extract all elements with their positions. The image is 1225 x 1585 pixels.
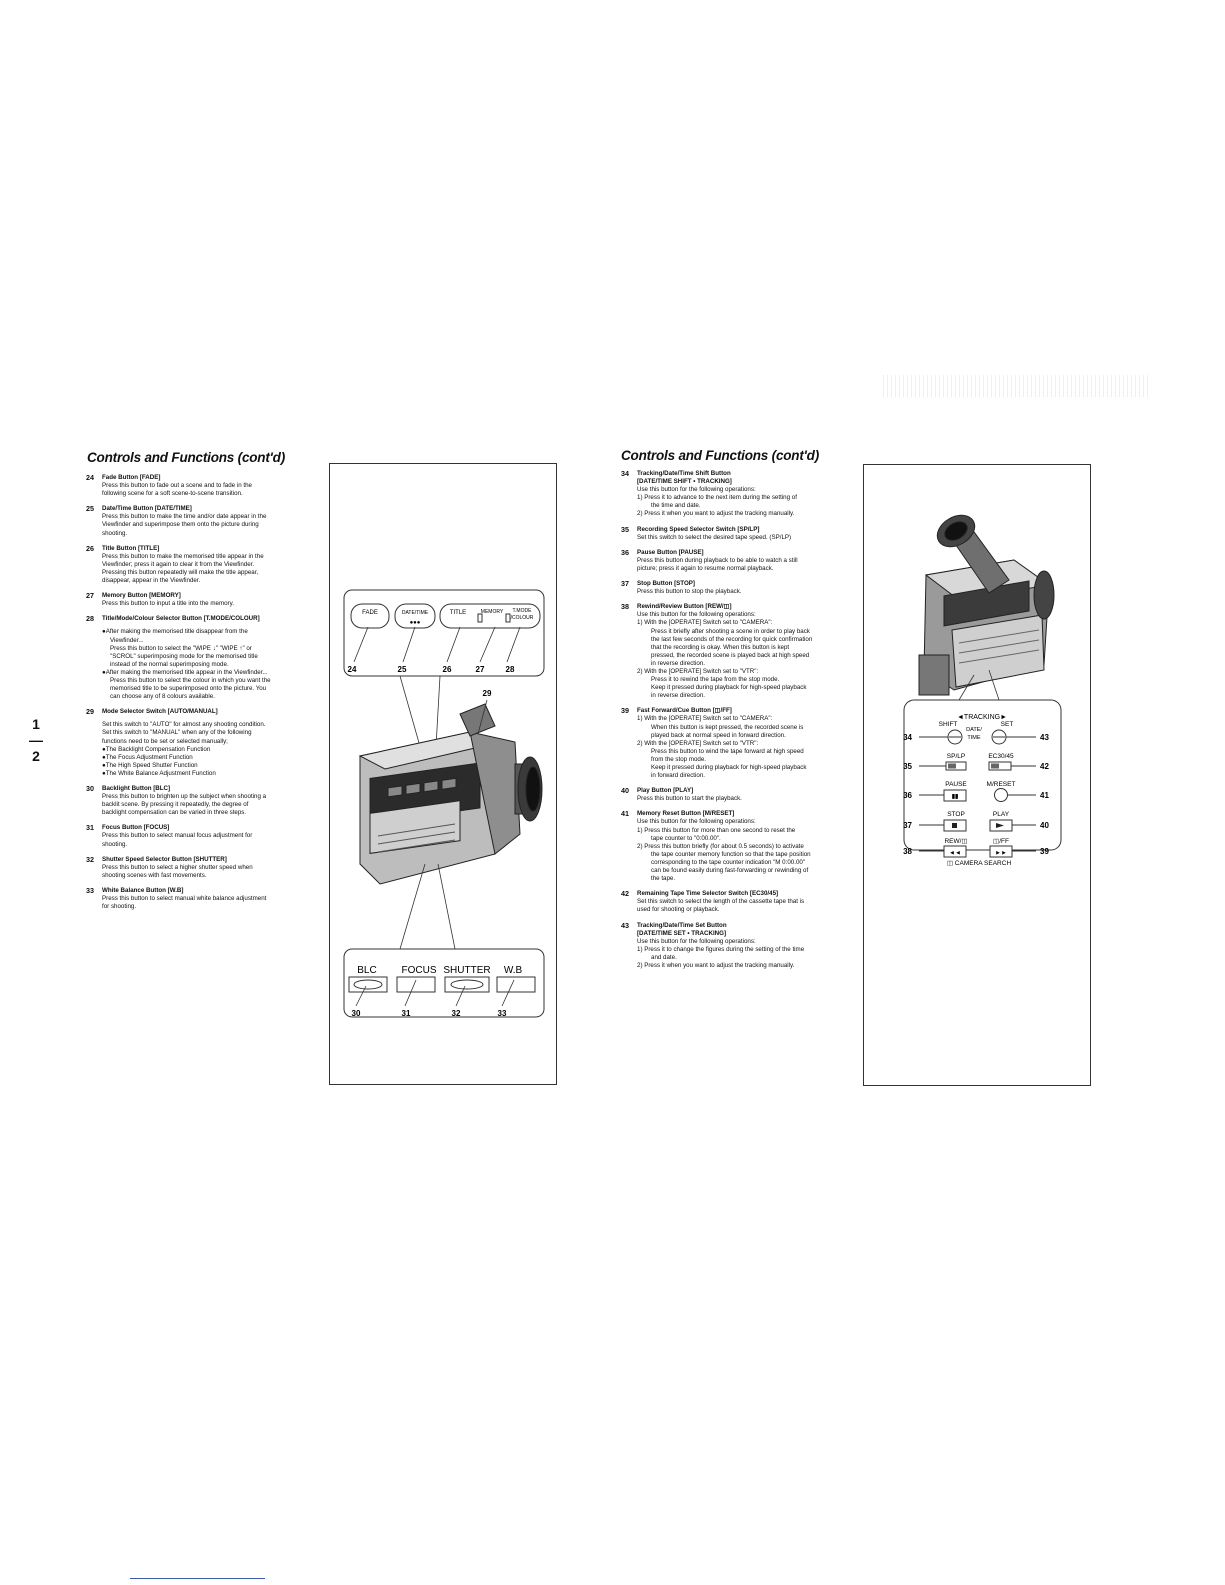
callout-29: 29 bbox=[482, 689, 492, 698]
item-title: Title/Mode/Colour Selector Button [T.MODE/COLOUR] bbox=[102, 615, 260, 623]
shutter-label: SHUTTER bbox=[443, 965, 491, 976]
splp-label: SP/LP bbox=[946, 753, 966, 760]
item-line: 1) With the [OPERATE] Switch set to "CAMERA": bbox=[637, 715, 773, 723]
item-line: Press it briefly after shooting a scene in order to play back bbox=[651, 627, 810, 635]
rew-label: REW/◫ bbox=[944, 838, 968, 845]
callout-24: 24 bbox=[347, 665, 357, 674]
blc-button bbox=[349, 977, 387, 992]
shift-button bbox=[948, 730, 962, 744]
item-line: tape counter to "0:00.00". bbox=[651, 834, 721, 842]
item-line: Set this switch to "MANUAL" when any of the following bbox=[102, 729, 252, 737]
item-title: Title Button [TITLE] bbox=[102, 544, 160, 552]
item-title: Recording Speed Selector Switch [SP/LP] bbox=[637, 525, 760, 533]
callout-36: 36 bbox=[903, 791, 912, 800]
item-title: Focus Button [FOCUS] bbox=[102, 824, 170, 832]
callout-33: 33 bbox=[497, 1009, 507, 1018]
item-number: 33 bbox=[86, 885, 94, 895]
callout-41: 41 bbox=[1040, 791, 1049, 800]
item-line: in reverse direction. bbox=[651, 692, 705, 700]
item-title: [DATE/TIME SHIFT • TRACKING] bbox=[637, 478, 732, 486]
item-line: Press this button to make the memorised title appear in the bbox=[102, 552, 264, 560]
item-line: shooting. bbox=[102, 529, 128, 537]
item-26 bbox=[86, 545, 301, 585]
scan-noise bbox=[880, 375, 1150, 397]
fade-button bbox=[351, 604, 389, 628]
right-column bbox=[621, 470, 846, 977]
item-number: 35 bbox=[621, 524, 629, 534]
item-line: Press this button to select the colour in which you want the bbox=[110, 676, 271, 684]
svg-text:▮▮: ▮▮ bbox=[951, 794, 959, 800]
callout-31: 31 bbox=[401, 1009, 411, 1018]
item-line: Keep it pressed during playback for high-speed playback bbox=[651, 764, 807, 771]
mreset-label: M/RESET bbox=[986, 781, 1016, 788]
item-line: ●The White Balance Adjustment Function bbox=[102, 769, 216, 777]
left-heading: Controls and Functions (cont'd) bbox=[87, 450, 285, 465]
shift-label: SHIFT bbox=[938, 721, 958, 728]
item-title: Tracking/Date/Time Shift Button bbox=[637, 470, 731, 477]
item-line: ●After making the memorised title appear in the Viewfinder... bbox=[102, 668, 268, 676]
callout-32: 32 bbox=[451, 1009, 461, 1018]
item-line: 2) With the [OPERATE] Switch set to "VTR": bbox=[637, 667, 759, 675]
item-line: Press this button to start the playback. bbox=[637, 795, 742, 803]
wb-label: W.B bbox=[503, 965, 523, 976]
item-title: Tracking/Date/Time Set Button bbox=[637, 921, 727, 929]
callout-25: 25 bbox=[397, 665, 407, 674]
left-diagram-svg bbox=[330, 464, 556, 1084]
date-label: DATE/ bbox=[966, 727, 982, 733]
item-title: White Balance Button [W.B] bbox=[102, 886, 184, 894]
item-line: 2) Press it when you want to adjust the tracking manually. bbox=[637, 510, 795, 518]
title-button bbox=[440, 604, 540, 628]
item-line: Press this button to select manual white balance adjustment bbox=[102, 895, 267, 903]
item-line: 1) Press this button for more than one second to reset the bbox=[637, 826, 796, 834]
item-number: 30 bbox=[86, 784, 94, 793]
item-28 bbox=[86, 615, 301, 701]
item-line: corresponding to the tape counter indication "M 0:00.00" bbox=[651, 858, 806, 866]
item-line: Set this switch to select the desired tape speed. (SP/LP) bbox=[637, 533, 792, 541]
callout-40: 40 bbox=[1040, 821, 1049, 830]
item-number: 36 bbox=[621, 547, 629, 557]
item-line: 2) Press it when you want to adjust the tracking manually. bbox=[637, 961, 795, 969]
item-line: can choose any of 8 colours available. bbox=[110, 693, 215, 701]
callout-37: 37 bbox=[903, 821, 912, 830]
blc-label: BLC bbox=[357, 965, 377, 976]
item-42 bbox=[621, 890, 846, 914]
set-button bbox=[992, 730, 1006, 744]
focus-label: FOCUS bbox=[401, 965, 437, 976]
item-43 bbox=[621, 922, 846, 971]
left-column bbox=[86, 474, 301, 918]
callout-35: 35 bbox=[903, 762, 912, 771]
item-line: functions need to be set or selected manually; bbox=[102, 737, 228, 745]
item-line: Viewfinder... bbox=[110, 636, 144, 644]
item-number: 37 bbox=[621, 579, 629, 589]
item-40 bbox=[621, 787, 846, 803]
item-line: in reverse direction. bbox=[651, 659, 705, 667]
ec-label: EC30/45 bbox=[988, 753, 1014, 760]
item-title: Memory Button [MEMORY] bbox=[102, 592, 181, 600]
item-title: Date/Time Button [DATE/TIME] bbox=[102, 505, 192, 513]
right-heading: Controls and Functions (cont'd) bbox=[621, 448, 819, 463]
callout-43: 43 bbox=[1040, 733, 1049, 742]
item-line: following scene for a soft scene-to-scene transition. bbox=[102, 490, 243, 498]
item-title: Remaining Tape Time Selector Switch [EC30/45] bbox=[637, 890, 779, 898]
item-25 bbox=[86, 505, 301, 537]
item-line: and date. bbox=[651, 953, 677, 961]
item-41 bbox=[621, 810, 846, 883]
item-number: 27 bbox=[86, 591, 94, 601]
bottom-rule bbox=[130, 1578, 265, 1579]
item-35 bbox=[621, 526, 846, 542]
shutter-button bbox=[445, 977, 489, 992]
item-line: Press this button to select a higher shutter speed when bbox=[102, 863, 253, 871]
item-line: ●The High Speed Shutter Function bbox=[102, 761, 198, 769]
item-title: Stop Button [STOP] bbox=[637, 580, 695, 588]
item-line: Press this button to wind the tape forward at high speed bbox=[651, 747, 804, 755]
camcorder-rear-illustration bbox=[919, 509, 1054, 695]
colour-label: /COLOUR bbox=[510, 615, 534, 621]
left-diagram-panel bbox=[329, 463, 557, 1085]
item-line: shooting. bbox=[102, 840, 128, 848]
item-line: Press this button to fade out a scene and to fade in the bbox=[102, 482, 252, 490]
callout-39: 39 bbox=[1040, 847, 1049, 856]
item-title: Mode Selector Switch [AUTO/MANUAL] bbox=[102, 708, 218, 716]
item-30 bbox=[86, 785, 301, 817]
item-37 bbox=[621, 580, 846, 596]
item-33 bbox=[86, 887, 301, 911]
item-line: pressed, the recorded scene is played back at high speed bbox=[651, 651, 810, 659]
item-line: from the stop mode. bbox=[651, 755, 707, 763]
item-number: 38 bbox=[621, 602, 629, 612]
item-title: Fade Button [FADE] bbox=[102, 474, 161, 481]
item-31 bbox=[86, 824, 301, 848]
item-line: Press this button during playback to be able to watch a still bbox=[637, 556, 798, 564]
right-diagram-svg bbox=[864, 465, 1090, 1085]
item-title: Rewind/Review Button [REW/◫] bbox=[637, 603, 732, 611]
item-line: Set this switch to select the length of the cassette tape that is bbox=[637, 898, 805, 906]
set-label: SET bbox=[1000, 721, 1014, 728]
item-line: disappear, appear in the Viewfinder. bbox=[102, 577, 201, 585]
wb-button bbox=[497, 977, 535, 992]
item-line: used for shooting or playback. bbox=[637, 906, 720, 914]
item-line: Press this button to make the time and/or date appear in the bbox=[102, 513, 267, 521]
item-line: can be found easily during fast-forwarding or rewinding of bbox=[651, 867, 809, 875]
svg-text:►►: ►► bbox=[995, 850, 1007, 857]
item-line: Set this switch to "AUTO" for almost any shooting condition. bbox=[102, 721, 266, 729]
item-line: in forward direction. bbox=[651, 772, 705, 780]
item-number: 26 bbox=[86, 543, 94, 553]
item-line: that the recording is okay. When this button is kept bbox=[651, 643, 790, 651]
fade-label: FADE bbox=[362, 610, 378, 616]
item-line: picture; press it again to resume normal playback. bbox=[637, 564, 774, 572]
item-number: 43 bbox=[621, 920, 629, 930]
callout-27: 27 bbox=[475, 665, 485, 674]
memory-label: MEMORY bbox=[480, 609, 504, 615]
item-title: [DATE/TIME SET • TRACKING] bbox=[637, 929, 727, 937]
tmode-label: T.MODE bbox=[512, 608, 532, 614]
item-line: the tape counter memory function so that the tape position bbox=[651, 850, 811, 858]
item-line: Pressing this button repeatedly will make the title appear, bbox=[102, 568, 259, 576]
item-line: 1) Press it to advance to the next item during the setting of bbox=[637, 494, 797, 502]
callout-38: 38 bbox=[903, 847, 912, 856]
item-number: 29 bbox=[86, 707, 94, 717]
item-line: backlit scene. By pressing it repeatedly, the degree of bbox=[102, 801, 249, 809]
item-line: Press this button to select the "WIPE ↓" "WIPE ↑" or bbox=[110, 644, 252, 652]
item-number: 28 bbox=[86, 614, 94, 624]
item-title: Pause Button [PAUSE] bbox=[637, 548, 704, 556]
item-line: Viewfinder and superimpose them onto the picture during bbox=[102, 521, 259, 529]
item-line: shooting scenes with fast movements. bbox=[102, 871, 207, 879]
item-24 bbox=[86, 474, 301, 498]
item-title: Backlight Button [BLC] bbox=[102, 785, 171, 792]
item-32 bbox=[86, 856, 301, 880]
date-time-label: DATE/TIME bbox=[401, 610, 429, 616]
item-line: Use this button for the following operations: bbox=[637, 611, 756, 619]
callout-26: 26 bbox=[442, 665, 452, 674]
item-line: Press it to rewind the tape from the stop mode. bbox=[651, 676, 780, 684]
focus-button bbox=[397, 977, 435, 992]
item-line: "SCROL" superimposing mode for the memorised title bbox=[110, 652, 258, 660]
item-title: Memory Reset Button [M/RESET] bbox=[637, 810, 735, 818]
callout-30: 30 bbox=[351, 1009, 361, 1018]
item-line: played back at normal speed in forward direction. bbox=[651, 731, 786, 739]
item-line: Use this button for the following operations: bbox=[637, 486, 756, 494]
item-29 bbox=[86, 708, 301, 778]
item-39 bbox=[621, 707, 846, 780]
item-line: Viewfinder; press it again to clear it from the Viewfinder. bbox=[102, 560, 255, 568]
item-number: 41 bbox=[621, 809, 629, 819]
item-number: 25 bbox=[86, 504, 94, 514]
item-line: the last few seconds of the recording for quick confirmation bbox=[651, 635, 813, 643]
item-number: 42 bbox=[621, 889, 629, 899]
control-panel-closeup bbox=[904, 700, 1061, 850]
item-line: memorised title to be superimposed onto the picture. You bbox=[110, 685, 267, 693]
item-line: ●The Backlight Compensation Function bbox=[102, 745, 211, 753]
item-line: Press this button to select manual focus adjustment for bbox=[102, 832, 253, 840]
item-title: Shutter Speed Selector Button [SHUTTER] bbox=[102, 855, 227, 863]
item-36 bbox=[621, 549, 846, 573]
item-number: 32 bbox=[86, 854, 94, 864]
callout-42: 42 bbox=[1040, 762, 1049, 771]
item-number: 24 bbox=[86, 473, 94, 482]
item-line: backlight compensation can be varied in three steps. bbox=[102, 809, 247, 817]
item-line: When this button is kept pressed, the recorded scene is bbox=[651, 723, 804, 731]
item-34 bbox=[621, 470, 846, 519]
stop-label: STOP bbox=[947, 811, 965, 818]
item-number: 34 bbox=[621, 469, 629, 478]
item-line: 2) Press this button briefly (for about 0.5 seconds) to activate bbox=[637, 842, 804, 850]
item-line: 1) With the [OPERATE] Switch set to "CAMERA": bbox=[637, 619, 773, 627]
top-button-panel bbox=[344, 590, 544, 676]
item-line: 2) With the [OPERATE] Switch set to "VTR": bbox=[637, 739, 759, 747]
svg-text:●●●: ●●● bbox=[409, 620, 421, 626]
item-line: ●After making the memorised title disappear from the bbox=[102, 628, 248, 636]
play-label: PLAY bbox=[992, 811, 1010, 818]
item-line: for shooting. bbox=[102, 903, 137, 911]
pause-label: PAUSE bbox=[945, 781, 967, 788]
item-line: Use this button for the following operations: bbox=[637, 818, 756, 826]
title-label: TITLE bbox=[449, 610, 467, 616]
item-number: 39 bbox=[621, 706, 629, 716]
item-line: Press this button to stop the playback. bbox=[637, 588, 742, 596]
svg-text:◄◄: ◄◄ bbox=[949, 850, 961, 857]
item-line: Use this button for the following operations: bbox=[637, 937, 756, 945]
item-line: Keep it pressed during playback for high-speed playback bbox=[651, 684, 807, 692]
item-line: ●The Focus Adjustment Function bbox=[102, 753, 193, 761]
item-line: the tape. bbox=[651, 875, 676, 883]
item-line: 1) Press it to change the figures during the setting of the time bbox=[637, 945, 805, 953]
item-title: Play Button [PLAY] bbox=[637, 787, 694, 795]
mreset-button bbox=[995, 789, 1008, 802]
page-number: 1—2 bbox=[29, 716, 43, 764]
item-number: 31 bbox=[86, 823, 94, 833]
tracking-label: ◄TRACKING► bbox=[956, 714, 1008, 721]
item-27 bbox=[86, 592, 301, 608]
camera-search-label: ◫ CAMERA SEARCH bbox=[946, 860, 1012, 867]
item-line: the time and date. bbox=[651, 502, 701, 510]
time-label: TIME bbox=[967, 735, 981, 741]
item-38 bbox=[621, 603, 846, 700]
callout-34: 34 bbox=[903, 733, 912, 742]
camcorder-illustration bbox=[360, 704, 542, 884]
item-line: Press this button to brighten up the subject when shooting a bbox=[102, 793, 267, 801]
date-time-button bbox=[395, 604, 435, 628]
item-line: instead of the normal superimposing mode. bbox=[110, 660, 229, 668]
item-line: Press this button to input a title into the memory. bbox=[102, 600, 234, 608]
callout-28: 28 bbox=[505, 665, 515, 674]
item-title: Fast Forward/Cue Button [◫/FF] bbox=[637, 707, 732, 715]
right-diagram-panel bbox=[863, 464, 1091, 1086]
item-number: 40 bbox=[621, 786, 629, 796]
ff-label: ◫/FF bbox=[993, 838, 1009, 845]
